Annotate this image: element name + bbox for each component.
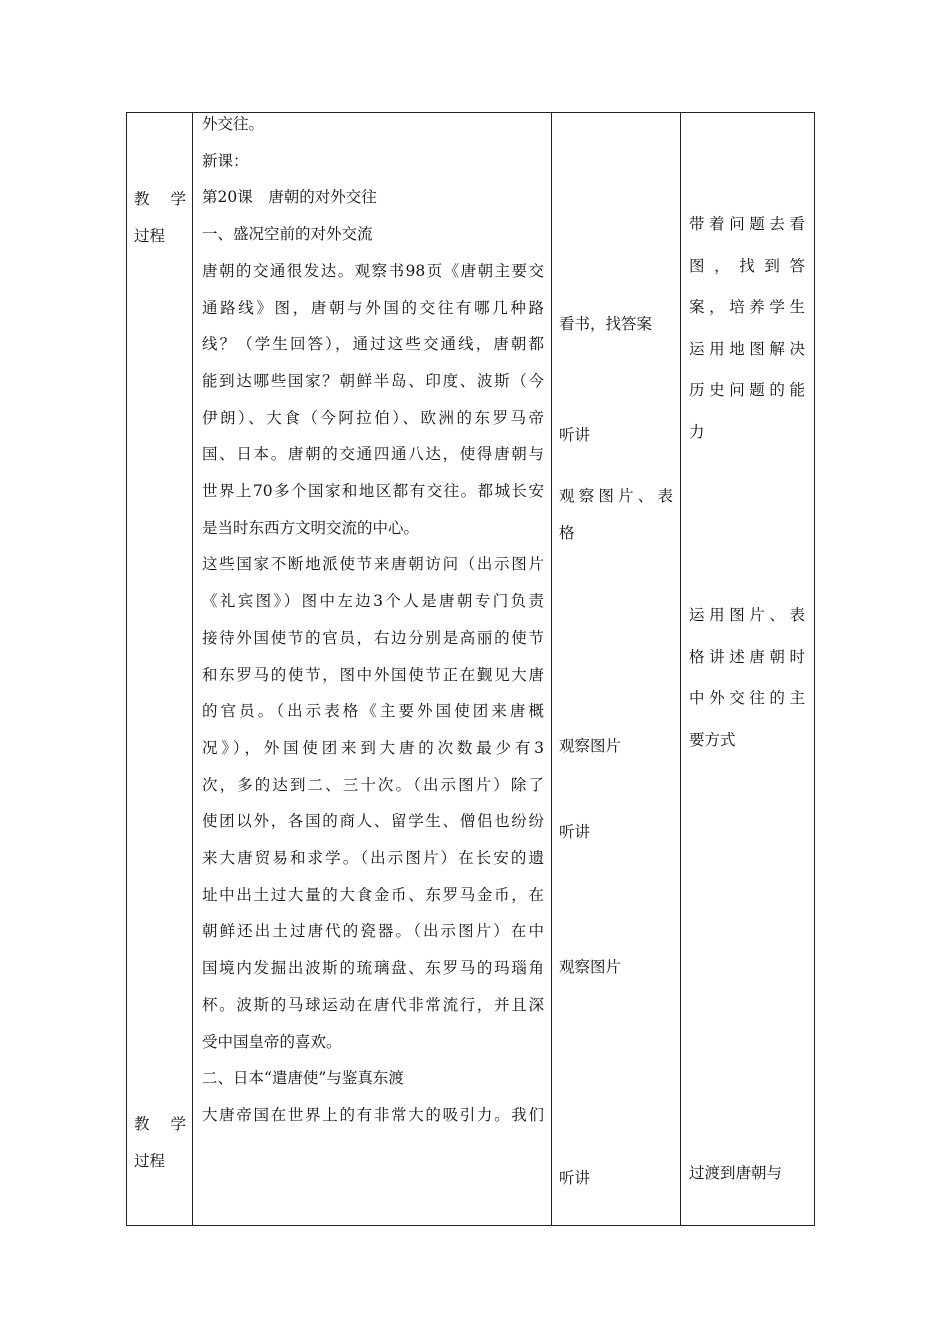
content-line: 新课： <box>202 151 249 170</box>
content-line: 《礼宾图》）图中左边3个人是唐朝专门负责 <box>202 592 544 611</box>
content-line: 来大唐贸易和求学。（出示图片）在长安的遗 <box>202 849 544 868</box>
row-label-teaching-process <box>134 1106 186 1180</box>
content-line: 线？（学生回答），通过这些交通线，唐朝都 <box>202 335 544 354</box>
design-intent <box>689 595 805 761</box>
row-label-line: 过程 <box>134 1152 166 1170</box>
student-activity: 看书，找答案 <box>559 315 653 333</box>
text-line: 要方式 <box>689 730 736 749</box>
row-label-line: 教 学 <box>134 190 186 208</box>
content-line: 一、盛况空前的对外交流 <box>202 225 373 244</box>
content-line: 杯。波斯的马球运动在唐代非常流行，并且深 <box>202 995 544 1014</box>
content-line: 次，多的达到二、三十次。（出示图片）除了 <box>202 775 544 794</box>
content-line: 第20课 唐朝的对外交往 <box>202 188 377 207</box>
student-activity: 听讲 <box>559 426 591 444</box>
content-line: 使团以外，各国的商人、留学生、僧侣也纷纷 <box>202 812 544 831</box>
column-divider <box>680 112 681 1226</box>
student-activity-line: 格 <box>559 524 575 542</box>
text-line: 带着问题去看 <box>689 215 805 233</box>
text-line: 运用地图解决 <box>689 339 805 358</box>
content-line: 二、日本“遣唐使”与鉴真东渡 <box>202 1069 404 1088</box>
text-line: 格讲述唐朝时 <box>689 647 805 666</box>
row-label-line: 教 学 <box>134 1115 186 1133</box>
text-line: 案，培养学生 <box>689 298 805 316</box>
student-activity: 观察图片 <box>559 737 622 755</box>
student-activity <box>559 478 673 552</box>
content-line: 的官员。（出示表格《主要外国使团来唐概 <box>202 702 544 721</box>
content-line: 通路线》图，唐朝与外国的交往有哪几种路 <box>202 298 544 317</box>
content-line: 和东罗马的使节，图中外国使节正在觐见大唐 <box>202 665 544 684</box>
teaching-content <box>202 106 544 1134</box>
content-line: 国境内发掘出波斯的琉璃盘、东罗马的玛瑙角 <box>202 959 544 978</box>
design-intent <box>689 1153 805 1195</box>
content-line: 能到达哪些国家？朝鲜半岛、印度、波斯（今 <box>202 371 544 390</box>
text-line: 力 <box>689 422 705 441</box>
content-line: 国、日本。唐朝的交通四通八达，使得唐朝与 <box>202 445 544 464</box>
content-line: 世界上70多个国家和地区都有交往。都城长安 <box>202 482 544 501</box>
content-line: 址中出土过大量的大食金币、东罗马金币，在 <box>202 885 544 904</box>
column-divider <box>192 112 193 1226</box>
text-line: 中外交往的主 <box>689 689 805 707</box>
student-activity: 观察图片 <box>559 958 622 976</box>
content-line: 朝鲜还出土过唐代的瓷器。（出示图片）在中 <box>202 922 544 941</box>
content-line: 唐朝的交通很发达。观察书98页《唐朝主要交 <box>202 261 544 280</box>
row-label-line: 过程 <box>134 227 166 245</box>
student-activity: 听讲 <box>559 1169 591 1187</box>
content-line: 这些国家不断地派使节来唐朝访问（出示图片 <box>202 555 544 574</box>
content-line: 外交往。 <box>202 115 265 133</box>
column-divider <box>551 112 552 1226</box>
text-line: 历史问题的能 <box>689 381 805 399</box>
content-line: 况》），外国使团来到大唐的次数最少有3 <box>202 738 544 757</box>
content-line: 大唐帝国在世界上的有非常大的吸引力。我们 <box>202 1105 544 1124</box>
text-line: 运用图片、表 <box>689 606 805 624</box>
text-line: 图，找到答 <box>689 256 805 275</box>
student-activity-line: 观察图片、表 <box>559 487 673 505</box>
row-label-teaching-process <box>134 181 186 255</box>
content-line: 受中国皇帝的喜欢。 <box>202 1032 342 1051</box>
text-line: 过渡到唐朝与 <box>689 1164 783 1182</box>
design-intent <box>689 204 805 453</box>
student-activity: 听讲 <box>559 823 591 841</box>
content-line: 是当时东西方文明交流的中心。 <box>202 518 420 537</box>
content-line: 伊朗）、大食（今阿拉伯）、欧洲的东罗马帝 <box>202 408 544 427</box>
content-line: 接待外国使节的官员，右边分别是高丽的使节 <box>202 628 544 647</box>
